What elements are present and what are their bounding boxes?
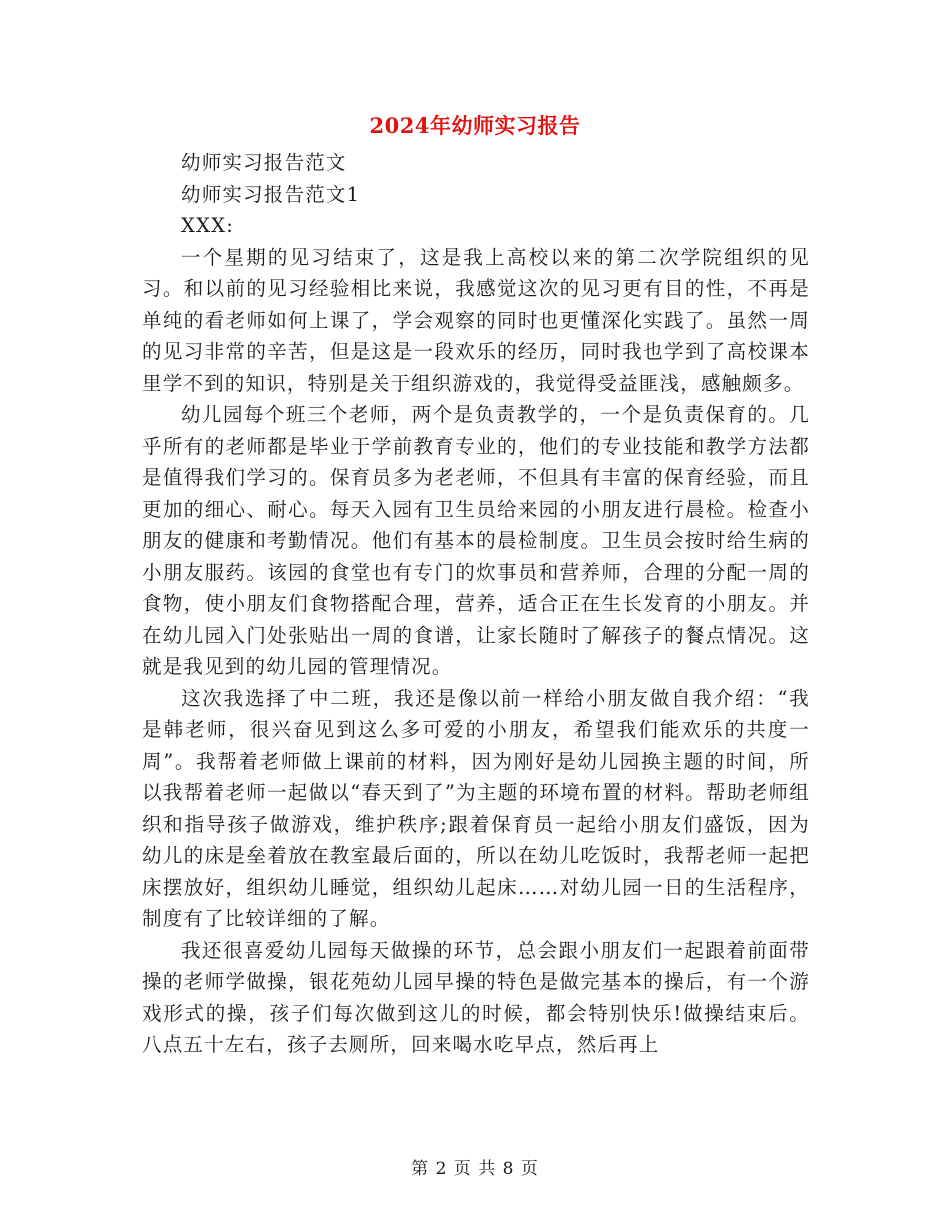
document-body xyxy=(142,147,810,1061)
document-title: 2024年幼师实习报告 xyxy=(369,113,581,138)
paragraph-body: 幼儿园每个班三个老师，两个是负责教学的，一个是负责保育的。几乎所有的老师都是毕业于学前教育专业的，他们的专业技能和教学方法都是值得我们学习的。保育员多为老老师，不但具有丰富的保育经验，而且更加的细心、耐心。每天入园有卫生员给来园的小朋友进行晨检。检查小朋友的健康和考勤情况。他们有基本的晨检制度。卫生员会按时给生病的小朋友服药。该园的食堂也有专门的炊事员和营养师，合理的分配一周的食物，使小朋友们食物搭配合理，营养，适合正在生长发育的小朋友。并在幼儿园入门处张贴出一周的食谱，让家长随时了解孩子的餐点情况。这就是我见到的幼儿园的管理情况。 xyxy=(142,403,810,678)
paragraph-salutation: XXX: xyxy=(181,214,235,237)
page-number-footer: 第 2 页 共 8 页 xyxy=(411,1159,539,1179)
paragraph-body: 这次我选择了中二班，我还是像以前一样给小朋友做自我介绍：“我是韩老师，很兴奋见到这么多可爱的小朋友，希望我们能欢乐的共度一周”。我帮着老师做上课前的材料，因为刚好是幼儿园换主题的时间，所以我帮着老师一起做以“春天到了”为主题的环境布置的材料。帮助老师组织和指导孩子做游戏，维护秩序;跟着保育员一起给小朋友们盛饭，因为幼儿的床是垒着放在教室最后面的，所以在幼儿吃饭时，我帮老师一起把床摆放好，组织幼儿睡觉，组织幼儿起床……对幼儿园一日的生活程序，制度有了比较详细的了解。 xyxy=(142,686,810,930)
paragraph-body: 一个星期的见习结束了，这是我上高校以来的第二次学院组织的见习。和以前的见习经验相比来说，我感觉这次的见习更有目的性，不再是单纯的看老师如何上课了，学会观察的同时也更懂深化实践了。虽然一周的见习非常的辛苦，但是这是一段欢乐的经历，同时我也学到了高校课本里学不到的知识，特别是关于组织游戏的，我觉得受益匪浅，感触颇多。 xyxy=(142,245,810,395)
paragraph-heading-2: 幼师实习报告范文1 xyxy=(181,182,361,206)
paragraph-body: 我还很喜爱幼儿园每天做操的环节，总会跟小朋友们一起跟着前面带操的老师学做操，银花苑幼儿园早操的特色是做完基本的操后，有一个游戏形式的操，孩子们每次做到这儿的时候，都会特别快乐!做操结束后。八点五十左右，孩子去厕所，回来喝水吃早点，然后再上 xyxy=(142,938,810,1056)
paragraph-heading-1: 幼师实习报告范文 xyxy=(181,151,347,174)
